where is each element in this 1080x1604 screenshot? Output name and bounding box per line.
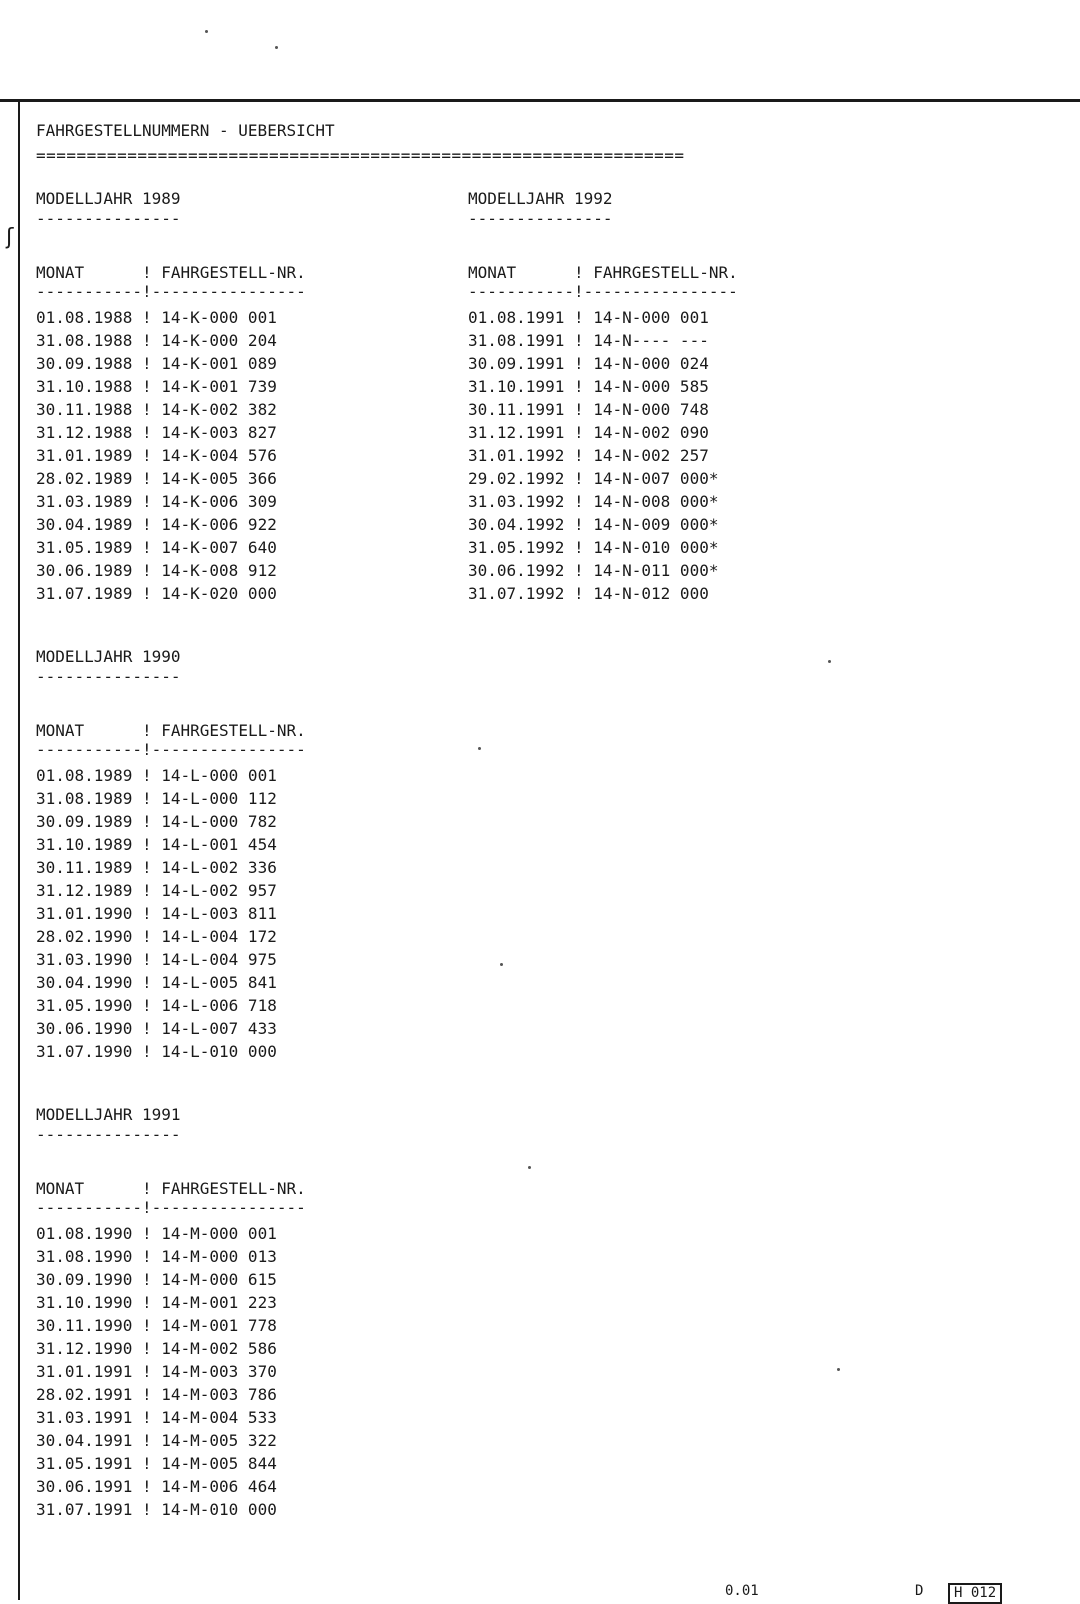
row-chassis-number: 14-N-000 748 bbox=[593, 400, 709, 419]
row-chassis-number: 14-N-008 000* bbox=[593, 492, 719, 511]
row-date: 31.05.1989 bbox=[36, 538, 133, 557]
row-separator: ! bbox=[132, 538, 162, 557]
row-separator: ! bbox=[132, 904, 162, 923]
row-separator: ! bbox=[132, 1431, 162, 1450]
row-date: 31.05.1992 bbox=[468, 538, 565, 557]
row-date: 31.01.1991 bbox=[36, 1362, 133, 1381]
row-separator: ! bbox=[132, 812, 162, 831]
row-date: 01.08.1991 bbox=[468, 308, 565, 327]
table-row bbox=[36, 948, 306, 971]
table-row bbox=[468, 513, 738, 536]
table-row bbox=[36, 1222, 306, 1245]
table-row bbox=[468, 352, 738, 375]
row-chassis-number: 14-N-009 000* bbox=[593, 515, 719, 534]
row-separator: ! bbox=[564, 308, 594, 327]
column-header bbox=[36, 261, 306, 284]
table-row bbox=[36, 1017, 306, 1040]
row-separator: ! bbox=[132, 1042, 162, 1061]
row-chassis-number: 14-N-011 000* bbox=[593, 561, 719, 580]
column-header-separator: ! bbox=[141, 721, 152, 740]
title-underline: ================================================================ bbox=[36, 146, 685, 165]
section-modelljahr-1992 bbox=[468, 187, 738, 605]
section-underline: --------------- bbox=[36, 209, 181, 228]
row-date: 28.02.1989 bbox=[36, 469, 133, 488]
row-separator: ! bbox=[132, 1408, 162, 1427]
table-row bbox=[36, 971, 306, 994]
row-separator: ! bbox=[564, 584, 594, 603]
table-row bbox=[36, 994, 306, 1017]
row-separator: ! bbox=[564, 469, 594, 488]
table-row bbox=[36, 1360, 306, 1383]
row-date: 30.11.1989 bbox=[36, 858, 133, 877]
table-row bbox=[36, 1383, 306, 1406]
column-rule: -----------!---------------- bbox=[468, 282, 738, 301]
row-separator: ! bbox=[132, 469, 162, 488]
section-modelljahr-1989 bbox=[36, 187, 306, 605]
row-date: 31.10.1988 bbox=[36, 377, 133, 396]
row-date: 30.04.1991 bbox=[36, 1431, 133, 1450]
table-row bbox=[36, 559, 306, 582]
section-heading: MODELLJAHR 1989 bbox=[36, 189, 181, 208]
section-heading: MODELLJAHR 1990 bbox=[36, 647, 181, 666]
row-separator: ! bbox=[132, 1224, 162, 1243]
table-row bbox=[468, 398, 738, 421]
column-header-month: MONAT bbox=[36, 1179, 85, 1198]
row-separator: ! bbox=[132, 377, 162, 396]
row-separator: ! bbox=[132, 881, 162, 900]
row-date: 31.03.1989 bbox=[36, 492, 133, 511]
row-separator: ! bbox=[564, 423, 594, 442]
table-row bbox=[36, 1337, 306, 1360]
row-chassis-number: 14-K-000 204 bbox=[161, 331, 277, 350]
row-chassis-number: 14-L-010 000 bbox=[161, 1042, 277, 1061]
row-date: 31.08.1988 bbox=[36, 331, 133, 350]
row-chassis-number: 14-L-007 433 bbox=[161, 1019, 277, 1038]
table-row bbox=[36, 490, 306, 513]
row-date: 31.12.1991 bbox=[468, 423, 565, 442]
row-date: 31.07.1992 bbox=[468, 584, 565, 603]
column-header-separator: ! bbox=[573, 263, 584, 282]
table-row bbox=[36, 1268, 306, 1291]
row-chassis-number: 14-K-006 922 bbox=[161, 515, 277, 534]
row-separator: ! bbox=[132, 1247, 162, 1266]
row-date: 30.09.1989 bbox=[36, 812, 133, 831]
footer-page-code: 0.01 bbox=[725, 1583, 759, 1599]
row-chassis-number: 14-K-005 366 bbox=[161, 469, 277, 488]
row-date: 28.02.1990 bbox=[36, 927, 133, 946]
row-date: 31.03.1991 bbox=[36, 1408, 133, 1427]
column-header-month: MONAT bbox=[468, 263, 517, 282]
row-chassis-number: 14-K-000 001 bbox=[161, 308, 277, 327]
column-rule: -----------!---------------- bbox=[36, 282, 306, 301]
column-header-number: FAHRGESTELL-NR. bbox=[161, 721, 306, 740]
table-row bbox=[468, 582, 738, 605]
column-rule: -----------!---------------- bbox=[36, 740, 306, 759]
column-header-separator: ! bbox=[141, 1179, 152, 1198]
row-separator: ! bbox=[132, 1339, 162, 1358]
row-separator: ! bbox=[132, 835, 162, 854]
row-date: 31.08.1991 bbox=[468, 331, 565, 350]
row-date: 31.10.1989 bbox=[36, 835, 133, 854]
row-separator: ! bbox=[564, 538, 594, 557]
column-header bbox=[468, 261, 738, 284]
row-chassis-number: 14-K-007 640 bbox=[161, 538, 277, 557]
row-date: 28.02.1991 bbox=[36, 1385, 133, 1404]
row-separator: ! bbox=[132, 1316, 162, 1335]
row-chassis-number: 14-K-004 576 bbox=[161, 446, 277, 465]
row-separator: ! bbox=[564, 354, 594, 373]
row-separator: ! bbox=[564, 331, 594, 350]
margin-mark: ʃ bbox=[6, 225, 14, 250]
row-separator: ! bbox=[132, 308, 162, 327]
row-date: 31.10.1990 bbox=[36, 1293, 133, 1312]
row-chassis-number: 14-M-003 786 bbox=[161, 1385, 277, 1404]
table-row bbox=[36, 787, 306, 810]
row-separator: ! bbox=[564, 400, 594, 419]
row-separator: ! bbox=[132, 423, 162, 442]
column-header-month: MONAT bbox=[36, 263, 85, 282]
data-rows bbox=[36, 306, 306, 605]
row-separator: ! bbox=[132, 973, 162, 992]
row-chassis-number: 14-L-001 454 bbox=[161, 835, 277, 854]
column-header bbox=[36, 719, 306, 742]
top-border-line bbox=[0, 99, 1080, 102]
table-row bbox=[36, 925, 306, 948]
row-chassis-number: 14-M-006 464 bbox=[161, 1477, 277, 1496]
row-date: 30.11.1988 bbox=[36, 400, 133, 419]
row-separator: ! bbox=[132, 584, 162, 603]
row-date: 31.07.1989 bbox=[36, 584, 133, 603]
scan-speck bbox=[478, 747, 481, 750]
table-row bbox=[36, 902, 306, 925]
row-date: 31.01.1992 bbox=[468, 446, 565, 465]
row-chassis-number: 14-M-000 013 bbox=[161, 1247, 277, 1266]
row-chassis-number: 14-N---- --- bbox=[593, 331, 709, 350]
table-row bbox=[36, 582, 306, 605]
row-date: 01.08.1990 bbox=[36, 1224, 133, 1243]
row-separator: ! bbox=[132, 446, 162, 465]
row-date: 30.11.1990 bbox=[36, 1316, 133, 1335]
row-chassis-number: 14-K-020 000 bbox=[161, 584, 277, 603]
row-separator: ! bbox=[132, 1293, 162, 1312]
section-modelljahr-1991 bbox=[36, 1103, 306, 1521]
table-row bbox=[468, 490, 738, 513]
row-separator: ! bbox=[132, 400, 162, 419]
table-row bbox=[36, 764, 306, 787]
row-date: 30.04.1989 bbox=[36, 515, 133, 534]
row-chassis-number: 14-K-003 827 bbox=[161, 423, 277, 442]
row-date: 31.07.1990 bbox=[36, 1042, 133, 1061]
row-chassis-number: 14-K-002 382 bbox=[161, 400, 277, 419]
section-modelljahr-1990 bbox=[36, 645, 306, 1063]
row-chassis-number: 14-L-000 001 bbox=[161, 766, 277, 785]
table-row bbox=[36, 1314, 306, 1337]
table-row bbox=[36, 856, 306, 879]
row-chassis-number: 14-N-002 257 bbox=[593, 446, 709, 465]
row-chassis-number: 14-N-002 090 bbox=[593, 423, 709, 442]
table-row bbox=[36, 513, 306, 536]
row-date: 31.10.1991 bbox=[468, 377, 565, 396]
table-row bbox=[36, 306, 306, 329]
row-chassis-number: 14-M-005 844 bbox=[161, 1454, 277, 1473]
section-underline: --------------- bbox=[36, 1125, 181, 1144]
row-chassis-number: 14-K-001 739 bbox=[161, 377, 277, 396]
row-date: 30.09.1991 bbox=[468, 354, 565, 373]
table-row bbox=[36, 1245, 306, 1268]
row-chassis-number: 14-K-006 309 bbox=[161, 492, 277, 511]
row-separator: ! bbox=[564, 377, 594, 396]
row-date: 30.06.1991 bbox=[36, 1477, 133, 1496]
row-date: 30.04.1992 bbox=[468, 515, 565, 534]
row-chassis-number: 14-L-005 841 bbox=[161, 973, 277, 992]
row-date: 31.01.1989 bbox=[36, 446, 133, 465]
row-chassis-number: 14-L-000 112 bbox=[161, 789, 277, 808]
table-row bbox=[468, 306, 738, 329]
scan-speck bbox=[837, 1368, 840, 1371]
table-row bbox=[36, 1040, 306, 1063]
data-rows bbox=[468, 306, 738, 605]
row-date: 29.02.1992 bbox=[468, 469, 565, 488]
row-chassis-number: 14-M-002 586 bbox=[161, 1339, 277, 1358]
table-row bbox=[468, 329, 738, 352]
table-row bbox=[36, 1498, 306, 1521]
row-date: 31.08.1989 bbox=[36, 789, 133, 808]
column-header-month: MONAT bbox=[36, 721, 85, 740]
scan-speck bbox=[500, 963, 503, 966]
table-row bbox=[36, 536, 306, 559]
document-title: FAHRGESTELLNUMMERN - UEBERSICHT bbox=[36, 121, 335, 140]
column-header bbox=[36, 1177, 306, 1200]
row-date: 31.08.1990 bbox=[36, 1247, 133, 1266]
table-row bbox=[36, 1406, 306, 1429]
row-date: 31.05.1991 bbox=[36, 1454, 133, 1473]
footer-letter: D bbox=[915, 1583, 924, 1599]
table-row bbox=[36, 467, 306, 490]
row-chassis-number: 14-L-002 957 bbox=[161, 881, 277, 900]
table-row bbox=[36, 421, 306, 444]
row-chassis-number: 14-K-001 089 bbox=[161, 354, 277, 373]
row-date: 30.06.1989 bbox=[36, 561, 133, 580]
table-row bbox=[36, 444, 306, 467]
row-chassis-number: 14-K-008 912 bbox=[161, 561, 277, 580]
scan-speck bbox=[275, 46, 278, 49]
row-chassis-number: 14-L-002 336 bbox=[161, 858, 277, 877]
row-separator: ! bbox=[132, 1500, 162, 1519]
table-row bbox=[468, 467, 738, 490]
table-row bbox=[36, 1452, 306, 1475]
table-row bbox=[468, 444, 738, 467]
row-chassis-number: 14-M-010 000 bbox=[161, 1500, 277, 1519]
row-separator: ! bbox=[132, 331, 162, 350]
row-chassis-number: 14-N-010 000* bbox=[593, 538, 719, 557]
column-header-number: FAHRGESTELL-NR. bbox=[161, 263, 306, 282]
data-rows bbox=[36, 1222, 306, 1521]
row-chassis-number: 14-M-005 322 bbox=[161, 1431, 277, 1450]
row-chassis-number: 14-L-004 975 bbox=[161, 950, 277, 969]
row-date: 01.08.1989 bbox=[36, 766, 133, 785]
row-separator: ! bbox=[132, 927, 162, 946]
row-chassis-number: 14-N-012 000 bbox=[593, 584, 709, 603]
row-chassis-number: 14-N-000 585 bbox=[593, 377, 709, 396]
table-row bbox=[468, 375, 738, 398]
row-separator: ! bbox=[132, 1019, 162, 1038]
row-chassis-number: 14-N-007 000* bbox=[593, 469, 719, 488]
left-margin-line bbox=[18, 100, 20, 1600]
table-row bbox=[36, 1429, 306, 1452]
row-separator: ! bbox=[132, 858, 162, 877]
row-separator: ! bbox=[132, 561, 162, 580]
row-chassis-number: 14-M-000 001 bbox=[161, 1224, 277, 1243]
column-header-number: FAHRGESTELL-NR. bbox=[161, 1179, 306, 1198]
table-row bbox=[36, 352, 306, 375]
row-separator: ! bbox=[132, 1454, 162, 1473]
table-row bbox=[36, 375, 306, 398]
row-chassis-number: 14-M-003 370 bbox=[161, 1362, 277, 1381]
row-date: 30.11.1991 bbox=[468, 400, 565, 419]
section-heading: MODELLJAHR 1991 bbox=[36, 1105, 181, 1124]
table-row bbox=[468, 559, 738, 582]
row-date: 30.06.1990 bbox=[36, 1019, 133, 1038]
table-row bbox=[36, 329, 306, 352]
row-date: 31.03.1992 bbox=[468, 492, 565, 511]
row-separator: ! bbox=[132, 492, 162, 511]
row-date: 30.09.1988 bbox=[36, 354, 133, 373]
row-separator: ! bbox=[564, 561, 594, 580]
row-date: 31.12.1990 bbox=[36, 1339, 133, 1358]
row-chassis-number: 14-M-001 778 bbox=[161, 1316, 277, 1335]
section-underline: --------------- bbox=[36, 667, 181, 686]
row-chassis-number: 14-M-004 533 bbox=[161, 1408, 277, 1427]
row-separator: ! bbox=[132, 950, 162, 969]
row-chassis-number: 14-M-001 223 bbox=[161, 1293, 277, 1312]
row-separator: ! bbox=[132, 766, 162, 785]
row-separator: ! bbox=[132, 1270, 162, 1289]
scan-speck bbox=[205, 30, 208, 33]
row-separator: ! bbox=[564, 492, 594, 511]
table-row bbox=[468, 421, 738, 444]
row-separator: ! bbox=[132, 354, 162, 373]
row-separator: ! bbox=[132, 1362, 162, 1381]
table-row bbox=[36, 833, 306, 856]
column-header-number: FAHRGESTELL-NR. bbox=[593, 263, 738, 282]
row-separator: ! bbox=[132, 515, 162, 534]
scan-speck bbox=[828, 660, 831, 663]
row-date: 01.08.1988 bbox=[36, 308, 133, 327]
row-separator: ! bbox=[132, 1385, 162, 1404]
row-date: 31.05.1990 bbox=[36, 996, 133, 1015]
row-chassis-number: 14-N-000 001 bbox=[593, 308, 709, 327]
column-header-separator: ! bbox=[141, 263, 152, 282]
row-chassis-number: 14-L-006 718 bbox=[161, 996, 277, 1015]
row-chassis-number: 14-M-000 615 bbox=[161, 1270, 277, 1289]
row-separator: ! bbox=[132, 789, 162, 808]
footer-box-label: H 012 bbox=[948, 1583, 1002, 1604]
row-date: 31.01.1990 bbox=[36, 904, 133, 923]
table-row bbox=[36, 1475, 306, 1498]
table-row bbox=[468, 536, 738, 559]
table-row bbox=[36, 879, 306, 902]
row-date: 30.04.1990 bbox=[36, 973, 133, 992]
row-chassis-number: 14-L-003 811 bbox=[161, 904, 277, 923]
scan-speck bbox=[528, 1166, 531, 1169]
table-row bbox=[36, 810, 306, 833]
section-underline: --------------- bbox=[468, 209, 613, 228]
row-separator: ! bbox=[132, 1477, 162, 1496]
row-separator: ! bbox=[132, 996, 162, 1015]
row-chassis-number: 14-L-000 782 bbox=[161, 812, 277, 831]
column-rule: -----------!---------------- bbox=[36, 1198, 306, 1217]
row-chassis-number: 14-L-004 172 bbox=[161, 927, 277, 946]
row-date: 31.12.1989 bbox=[36, 881, 133, 900]
row-date: 31.03.1990 bbox=[36, 950, 133, 969]
row-date: 30.06.1992 bbox=[468, 561, 565, 580]
row-date: 31.12.1988 bbox=[36, 423, 133, 442]
row-date: 31.07.1991 bbox=[36, 1500, 133, 1519]
table-row bbox=[36, 1291, 306, 1314]
row-separator: ! bbox=[564, 446, 594, 465]
section-heading: MODELLJAHR 1992 bbox=[468, 189, 613, 208]
data-rows bbox=[36, 764, 306, 1063]
row-separator: ! bbox=[564, 515, 594, 534]
row-date: 30.09.1990 bbox=[36, 1270, 133, 1289]
table-row bbox=[36, 398, 306, 421]
row-chassis-number: 14-N-000 024 bbox=[593, 354, 709, 373]
